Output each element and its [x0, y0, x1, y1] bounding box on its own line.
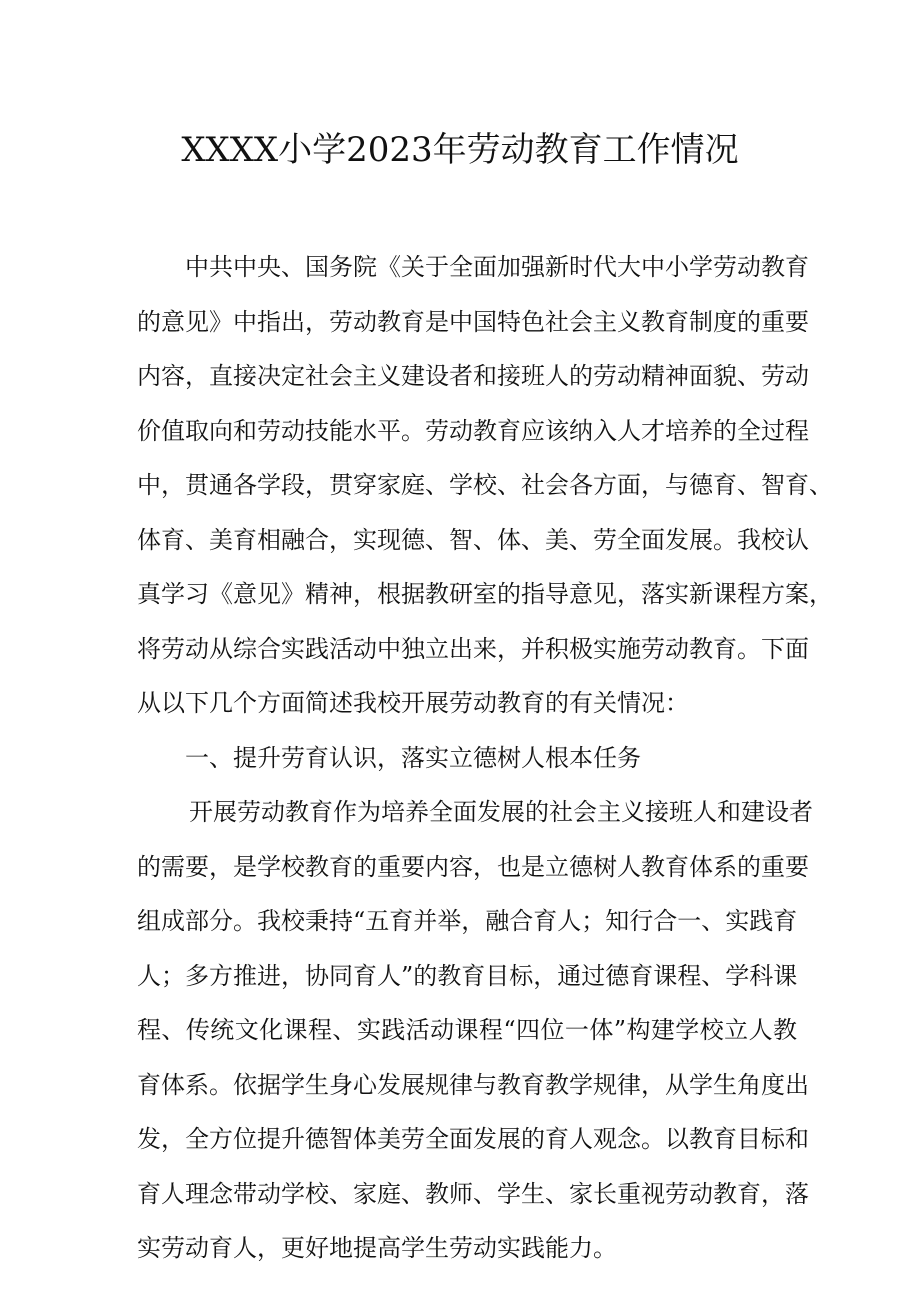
paragraph-2-line-7: 发，全方位提升德智体美劳全面发展的育人观念。以教育目标和 — [137, 1125, 809, 1153]
paragraph-2-line-5: 程、传统文化课程、实践活动课程“四位一体”构建学校立人教 — [137, 1016, 797, 1044]
paragraph-1-line-1: 中共中央、国务院《关于全面加强新时代大中小学劳动教育 — [185, 253, 809, 281]
paragraph-2-line-4: 人；多方推进，协同育人”的教育目标，通过德育课程、学科课 — [137, 961, 798, 990]
paragraph-2-line-6: 育体系。依据学生身心发展规律与教育教学规律，从学生角度出 — [137, 1070, 809, 1099]
paragraph-2-line-1: 开展劳动教育作为培养全面发展的社会主义接班人和建设者 — [189, 798, 813, 826]
section-heading-1: 一、提升劳育认识，落实立德树人根本任务 — [185, 743, 641, 772]
paragraph-2-line-9: 实劳动育人，更好地提高学生劳动实践能力。 — [137, 1234, 617, 1262]
paragraph-1-line-2: 的意见》中指出，劳动教育是中国特色社会主义教育制度的重要 — [137, 307, 809, 336]
paragraph-1-line-3: 内容，直接决定社会主义建设者和接班人的劳动精神面貌、劳动 — [137, 362, 809, 390]
paragraph-1-line-8: 将劳动从综合实践活动中独立出来，并积极实施劳动教育。下面 — [137, 634, 809, 663]
paragraph-2-line-3: 组成部分。我校秉持“五育并举，融合育人；知行合一、实践育 — [137, 907, 798, 935]
paragraph-1-line-6: 体育、美育相融合，实现德、智、体、美、劳全面发展。我校认 — [137, 525, 809, 554]
document-title: XXXX小学2023年劳动教育工作情况 — [181, 130, 739, 170]
paragraph-2-line-2: 的需要，是学校教育的重要内容，也是立德树人教育体系的重要 — [137, 852, 809, 881]
paragraph-1-line-7: 真学习《意见》精神，根据教研室的指导意见，落实新课程方案， — [137, 580, 833, 608]
paragraph-1-line-9: 从以下几个方面简述我校开展劳动教育的有关情况： — [137, 689, 689, 717]
paragraph-2-line-8: 育人理念带动学校、家庭、教师、学生、家长重视劳动教育，落 — [137, 1179, 809, 1208]
paragraph-1-line-5: 中，贯通各学段，贯穿家庭、学校、社会各方面，与德育、智育、 — [137, 471, 833, 499]
paragraph-1-line-4: 价值取向和劳动技能水平。劳动教育应该纳入人才培养的全过程 — [137, 416, 809, 445]
document-body — [137, 240, 833, 1276]
